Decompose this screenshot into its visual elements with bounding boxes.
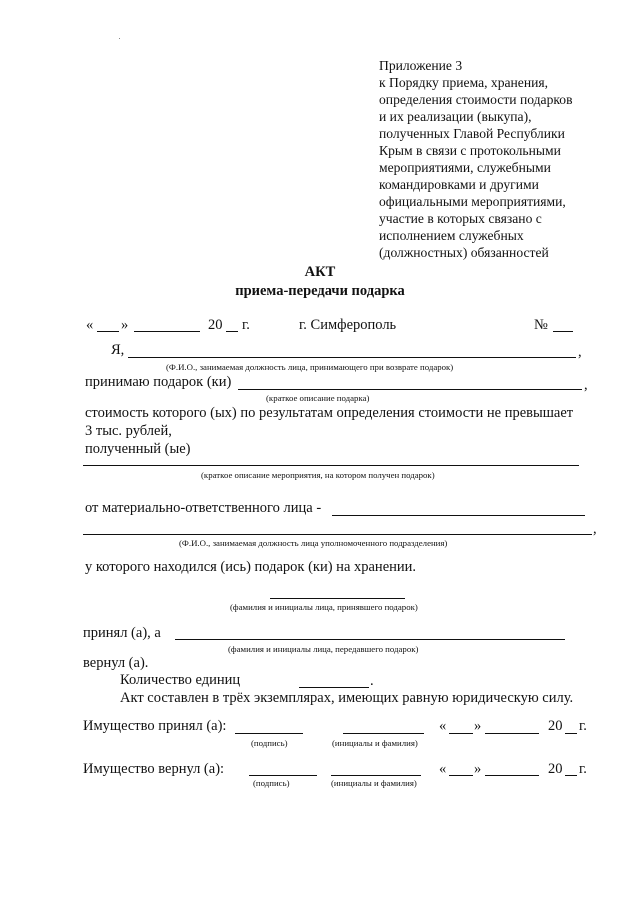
- returned-by-hint: (фамилия и инициалы лица, передавшего подарок): [228, 644, 419, 654]
- name-hint: (инициалы и фамилия): [331, 778, 417, 788]
- cost-line-2: 3 тыс. рублей,: [85, 423, 172, 439]
- returned-year-blank[interactable]: [565, 775, 577, 776]
- from-label: от материально-ответственного лица -: [85, 500, 322, 516]
- appendix-line: участие в которых связано с: [379, 211, 542, 226]
- appendix-line: Крым в связи с протокольными: [379, 143, 561, 158]
- appendix-block: [379, 57, 573, 261]
- date-open-quote: «: [439, 718, 447, 734]
- number-blank[interactable]: [553, 331, 573, 332]
- receiver-hint: (Ф.И.О., занимаемая должность лица, принимающего при возврате подарок): [166, 362, 454, 372]
- accepted-label: принял (а), а: [83, 625, 161, 641]
- appendix-line: мероприятиями, служебными: [379, 160, 551, 175]
- quantity-field[interactable]: [299, 687, 369, 688]
- signature-hint: (подпись): [253, 778, 290, 788]
- signature-hint: (подпись): [251, 738, 288, 748]
- responsible-person-field-2[interactable]: [83, 534, 592, 535]
- appendix-line: и их реализации (выкупа),: [379, 109, 532, 124]
- accepted-by-hint: (фамилия и инициалы лица, принявшего подарок): [230, 602, 418, 612]
- comma: ,: [584, 377, 588, 393]
- event-hint: (краткое описание мероприятия, на котором получен подарок): [201, 470, 435, 480]
- accept-label: принимаю подарок (ки): [85, 374, 232, 390]
- appendix-line: к Порядку приема, хранения,: [379, 75, 549, 90]
- date-close-quote: »: [474, 761, 482, 777]
- gift-description-field[interactable]: [238, 389, 582, 390]
- appendix-line: Приложение 3: [379, 58, 463, 73]
- storage-text: у которого находился (ись) подарок (ки) на хранении.: [85, 559, 417, 575]
- appendix-line: определения стоимости подарков: [379, 92, 573, 107]
- received-label: полученный (ые): [85, 441, 191, 457]
- receiver-name-field[interactable]: [128, 357, 576, 358]
- returned-label: вернул (а).: [83, 655, 149, 671]
- appendix-line: командировками и другими: [379, 177, 539, 192]
- accepted-year-blank[interactable]: [565, 733, 577, 734]
- date-open-quote: «: [86, 317, 94, 333]
- year-suffix: г.: [242, 317, 250, 333]
- year-suffix: г.: [579, 718, 587, 734]
- year-blank[interactable]: [226, 331, 238, 332]
- i-label: Я,: [111, 342, 125, 358]
- period: .: [370, 673, 374, 689]
- appendix-line: (должностных) обязанностей: [379, 245, 549, 260]
- date-open-quote: «: [439, 761, 447, 777]
- year-suffix: г.: [579, 761, 587, 777]
- number-sign: №: [534, 317, 548, 333]
- comma: ,: [578, 344, 582, 360]
- returned-by-field[interactable]: [175, 639, 565, 640]
- accepted-by-field[interactable]: [270, 598, 405, 599]
- document-title: АКТ: [304, 264, 336, 280]
- responsible-person-field[interactable]: [332, 515, 585, 516]
- cost-line-1: стоимость которого (ых) по результатам определения стоимости не превышает: [85, 405, 574, 421]
- appendix-line: официальными мероприятиями,: [379, 194, 566, 209]
- year-prefix: 20: [208, 317, 223, 333]
- city: г. Симферополь: [299, 317, 397, 333]
- gift-hint: (краткое описание подарка): [266, 393, 370, 403]
- year-prefix: 20: [548, 718, 563, 734]
- name-hint: (инициалы и фамилия): [332, 738, 418, 748]
- date-close-quote: »: [474, 718, 482, 734]
- date-close-quote: »: [121, 317, 129, 333]
- returned-day-blank[interactable]: [449, 775, 473, 776]
- year-prefix: 20: [548, 761, 563, 777]
- month-blank[interactable]: [134, 331, 200, 332]
- scan-speck: [119, 38, 120, 39]
- returned-signature-field[interactable]: [249, 775, 317, 776]
- event-description-field[interactable]: [83, 465, 579, 466]
- accepted-signature-field[interactable]: [235, 733, 303, 734]
- appendix-line: полученных Главой Республики: [379, 126, 565, 141]
- returned-month-blank[interactable]: [485, 775, 539, 776]
- comma: ,: [593, 521, 597, 537]
- copies-text: Акт составлен в трёх экземплярах, имеющих равную юридическую силу.: [120, 690, 574, 706]
- responsible-hint: (Ф.И.О., занимаемая должность лица уполномоченного подразделения): [179, 538, 448, 548]
- property-accepted-label: Имущество принял (а):: [83, 718, 227, 734]
- document-subtitle: приема-передачи подарка: [235, 283, 405, 299]
- returned-name-field[interactable]: [331, 775, 421, 776]
- day-blank[interactable]: [97, 331, 119, 332]
- quantity-label: Количество единиц: [120, 672, 241, 688]
- property-returned-label: Имущество вернул (а):: [83, 761, 225, 777]
- appendix-line: исполнением служебных: [379, 228, 524, 243]
- accepted-day-blank[interactable]: [449, 733, 473, 734]
- accepted-name-field[interactable]: [343, 733, 424, 734]
- accepted-month-blank[interactable]: [485, 733, 539, 734]
